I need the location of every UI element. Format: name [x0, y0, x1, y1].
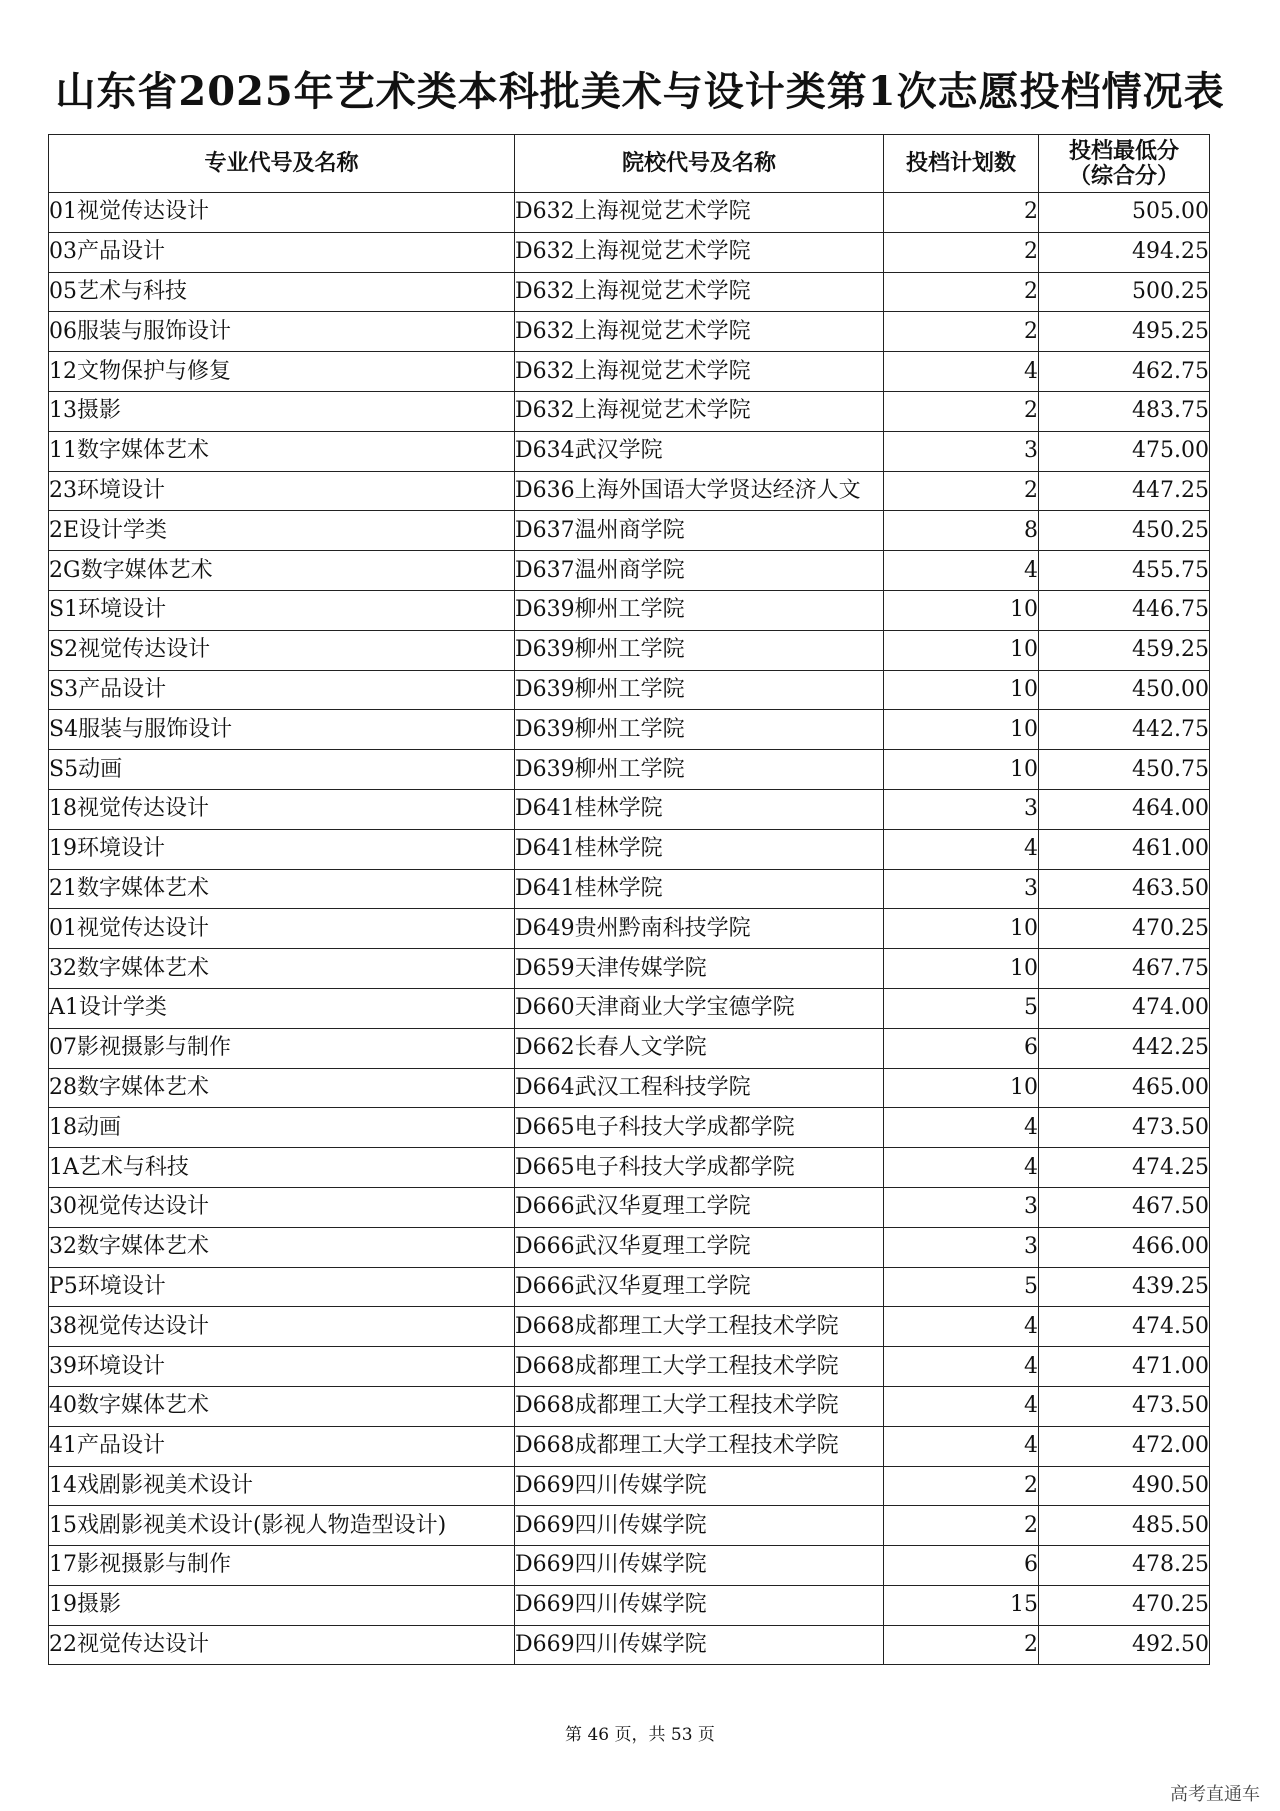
cell-plan: 10	[884, 909, 1039, 949]
cell-major: 2E设计学类	[49, 511, 515, 551]
table-row	[49, 1625, 1210, 1665]
table-row	[49, 352, 1210, 392]
cell-school: D660天津商业大学宝德学院	[515, 988, 884, 1028]
cell-score: 473.50	[1039, 1386, 1210, 1426]
cell-school: D639柳州工学院	[515, 670, 884, 710]
cell-score: 450.25	[1039, 511, 1210, 551]
table-row	[49, 551, 1210, 591]
cell-score: 467.50	[1039, 1187, 1210, 1227]
cell-plan: 2	[884, 272, 1039, 312]
cell-score: 500.25	[1039, 272, 1210, 312]
cell-school: D637温州商学院	[515, 511, 884, 551]
cell-school: D668成都理工大学工程技术学院	[515, 1426, 884, 1466]
cell-major: 18视觉传达设计	[49, 789, 515, 829]
table-row	[49, 431, 1210, 471]
cell-major: 40数字媒体艺术	[49, 1386, 515, 1426]
cell-major: S5动画	[49, 750, 515, 790]
table-row	[49, 909, 1210, 949]
table-row	[49, 232, 1210, 272]
table-row	[49, 869, 1210, 909]
cell-plan: 4	[884, 1347, 1039, 1387]
header-school: 院校代号及名称	[515, 135, 884, 193]
cell-school: D639柳州工学院	[515, 630, 884, 670]
table-body	[49, 193, 1210, 1665]
cell-plan: 4	[884, 551, 1039, 591]
cell-score: 474.25	[1039, 1148, 1210, 1188]
cell-plan: 3	[884, 1227, 1039, 1267]
cell-major: 1A艺术与科技	[49, 1148, 515, 1188]
table-row	[49, 829, 1210, 869]
cell-plan: 10	[884, 1068, 1039, 1108]
cell-plan: 4	[884, 1426, 1039, 1466]
cell-plan: 10	[884, 949, 1039, 989]
cell-plan: 2	[884, 391, 1039, 431]
table-row	[49, 1028, 1210, 1068]
cell-school: D639柳州工学院	[515, 590, 884, 630]
table-row	[49, 1426, 1210, 1466]
table-row	[49, 1267, 1210, 1307]
cell-major: 01视觉传达设计	[49, 909, 515, 949]
cell-major: 13摄影	[49, 391, 515, 431]
table-row	[49, 1386, 1210, 1426]
cell-plan: 10	[884, 710, 1039, 750]
cell-school: D669四川传媒学院	[515, 1625, 884, 1665]
cell-major: 07影视摄影与制作	[49, 1028, 515, 1068]
cell-score: 505.00	[1039, 193, 1210, 233]
cell-school: D634武汉学院	[515, 431, 884, 471]
cell-school: D669四川传媒学院	[515, 1546, 884, 1586]
cell-school: D668成都理工大学工程技术学院	[515, 1347, 884, 1387]
cell-major: 19环境设计	[49, 829, 515, 869]
cell-major: 32数字媒体艺术	[49, 949, 515, 989]
cell-score: 462.75	[1039, 352, 1210, 392]
cell-major: 30视觉传达设计	[49, 1187, 515, 1227]
cell-school: D632上海视觉艺术学院	[515, 312, 884, 352]
cell-major: S2视觉传达设计	[49, 630, 515, 670]
cell-major: 05艺术与科技	[49, 272, 515, 312]
table-row	[49, 391, 1210, 431]
cell-school: D669四川传媒学院	[515, 1506, 884, 1546]
watermark: 高考直通车	[1170, 1784, 1260, 1805]
cell-school: D632上海视觉艺术学院	[515, 193, 884, 233]
table-row	[49, 1148, 1210, 1188]
cell-major: 18动画	[49, 1108, 515, 1148]
cell-score: 494.25	[1039, 232, 1210, 272]
cell-score: 473.50	[1039, 1108, 1210, 1148]
table-row	[49, 949, 1210, 989]
cell-school: D666武汉华夏理工学院	[515, 1227, 884, 1267]
cell-plan: 2	[884, 193, 1039, 233]
table-row	[49, 789, 1210, 829]
cell-score: 490.50	[1039, 1466, 1210, 1506]
cell-school: D637温州商学院	[515, 551, 884, 591]
header-score-line1: 投档最低分	[1068, 137, 1179, 164]
cell-score: 450.75	[1039, 750, 1210, 790]
cell-plan: 10	[884, 630, 1039, 670]
cell-major: 03产品设计	[49, 232, 515, 272]
cell-score: 483.75	[1039, 391, 1210, 431]
cell-plan: 2	[884, 471, 1039, 511]
cell-plan: 2	[884, 1625, 1039, 1665]
cell-score: 466.00	[1039, 1227, 1210, 1267]
cell-school: D665电子科技大学成都学院	[515, 1108, 884, 1148]
cell-score: 446.75	[1039, 590, 1210, 630]
cell-school: D649贵州黔南科技学院	[515, 909, 884, 949]
table-row	[49, 1108, 1210, 1148]
cell-school: D632上海视觉艺术学院	[515, 272, 884, 312]
cell-major: S3产品设计	[49, 670, 515, 710]
cell-plan: 8	[884, 511, 1039, 551]
cell-school: D636上海外国语大学贤达经济人文	[515, 471, 884, 511]
cell-school: D665电子科技大学成都学院	[515, 1148, 884, 1188]
cell-major: 14戏剧影视美术设计	[49, 1466, 515, 1506]
cell-major: 17影视摄影与制作	[49, 1546, 515, 1586]
table-row	[49, 1307, 1210, 1347]
table-row	[49, 1585, 1210, 1625]
cell-score: 470.25	[1039, 909, 1210, 949]
cell-score: 474.00	[1039, 988, 1210, 1028]
cell-score: 485.50	[1039, 1506, 1210, 1546]
table-row	[49, 1227, 1210, 1267]
cell-major: 19摄影	[49, 1585, 515, 1625]
cell-score: 463.50	[1039, 869, 1210, 909]
cell-school: D639柳州工学院	[515, 750, 884, 790]
table-row	[49, 1068, 1210, 1108]
cell-major: 12文物保护与修复	[49, 352, 515, 392]
cell-plan: 4	[884, 352, 1039, 392]
cell-plan: 2	[884, 1466, 1039, 1506]
cell-plan: 4	[884, 1386, 1039, 1426]
cell-major: A1设计学类	[49, 988, 515, 1028]
cell-school: D666武汉华夏理工学院	[515, 1267, 884, 1307]
cell-major: P5环境设计	[49, 1267, 515, 1307]
table-row	[49, 272, 1210, 312]
table-row	[49, 670, 1210, 710]
cell-major: 28数字媒体艺术	[49, 1068, 515, 1108]
table-row	[49, 630, 1210, 670]
cell-plan: 2	[884, 312, 1039, 352]
cell-plan: 6	[884, 1546, 1039, 1586]
cell-score: 471.00	[1039, 1347, 1210, 1387]
cell-plan: 10	[884, 670, 1039, 710]
cell-plan: 4	[884, 1148, 1039, 1188]
cell-school: D641桂林学院	[515, 869, 884, 909]
cell-score: 455.75	[1039, 551, 1210, 591]
cell-score: 447.25	[1039, 471, 1210, 511]
admission-table	[48, 134, 1210, 1665]
cell-plan: 4	[884, 829, 1039, 869]
cell-score: 474.50	[1039, 1307, 1210, 1347]
table-row	[49, 590, 1210, 630]
cell-major: 06服装与服饰设计	[49, 312, 515, 352]
cell-school: D669四川传媒学院	[515, 1466, 884, 1506]
cell-school: D641桂林学院	[515, 829, 884, 869]
cell-major: 32数字媒体艺术	[49, 1227, 515, 1267]
cell-school: D632上海视觉艺术学院	[515, 232, 884, 272]
cell-major: 21数字媒体艺术	[49, 869, 515, 909]
cell-score: 478.25	[1039, 1546, 1210, 1586]
header-major: 专业代号及名称	[49, 135, 515, 193]
cell-major: 2G数字媒体艺术	[49, 551, 515, 591]
cell-plan: 10	[884, 590, 1039, 630]
cell-school: D664武汉工程科技学院	[515, 1068, 884, 1108]
cell-score: 439.25	[1039, 1267, 1210, 1307]
cell-school: D662长春人文学院	[515, 1028, 884, 1068]
cell-school: D666武汉华夏理工学院	[515, 1187, 884, 1227]
cell-major: 15戏剧影视美术设计(影视人物造型设计)	[49, 1506, 515, 1546]
cell-major: S1环境设计	[49, 590, 515, 630]
cell-plan: 3	[884, 1187, 1039, 1227]
page-title: 山东省2025年艺术类本科批美术与设计类第1次志愿投档情况表	[55, 68, 1225, 115]
cell-major: 23环境设计	[49, 471, 515, 511]
table-row	[49, 710, 1210, 750]
cell-major: 38视觉传达设计	[49, 1307, 515, 1347]
page-footer: 第 46 页，共 53 页	[565, 1725, 715, 1745]
cell-major: 01视觉传达设计	[49, 193, 515, 233]
cell-school: D659天津传媒学院	[515, 949, 884, 989]
cell-school: D668成都理工大学工程技术学院	[515, 1307, 884, 1347]
cell-school: D668成都理工大学工程技术学院	[515, 1386, 884, 1426]
cell-score: 459.25	[1039, 630, 1210, 670]
cell-major: 11数字媒体艺术	[49, 431, 515, 471]
table-row	[49, 511, 1210, 551]
cell-school: D632上海视觉艺术学院	[515, 352, 884, 392]
table-row	[49, 1546, 1210, 1586]
cell-plan: 4	[884, 1108, 1039, 1148]
cell-plan: 3	[884, 789, 1039, 829]
header-plan: 投档计划数	[884, 135, 1039, 193]
table-row	[49, 1187, 1210, 1227]
cell-school: D641桂林学院	[515, 789, 884, 829]
cell-score: 470.25	[1039, 1585, 1210, 1625]
table-row	[49, 1466, 1210, 1506]
cell-plan: 5	[884, 1267, 1039, 1307]
cell-school: D632上海视觉艺术学院	[515, 391, 884, 431]
cell-score: 461.00	[1039, 829, 1210, 869]
cell-major: 41产品设计	[49, 1426, 515, 1466]
table-row	[49, 750, 1210, 790]
cell-plan: 4	[884, 1307, 1039, 1347]
cell-plan: 10	[884, 750, 1039, 790]
cell-major: 22视觉传达设计	[49, 1625, 515, 1665]
table-row	[49, 1347, 1210, 1387]
table-row	[49, 988, 1210, 1028]
cell-score: 492.50	[1039, 1625, 1210, 1665]
header-score-line2: （综合分）	[1068, 162, 1179, 189]
header-score	[1039, 135, 1210, 193]
table-row	[49, 1506, 1210, 1546]
table-row	[49, 471, 1210, 511]
table-row	[49, 312, 1210, 352]
cell-score: 464.00	[1039, 789, 1210, 829]
cell-major: 39环境设计	[49, 1347, 515, 1387]
cell-plan: 3	[884, 869, 1039, 909]
cell-major: S4服装与服饰设计	[49, 710, 515, 750]
cell-score: 472.00	[1039, 1426, 1210, 1466]
table-row	[49, 193, 1210, 233]
cell-plan: 6	[884, 1028, 1039, 1068]
table-header-row	[49, 135, 1210, 193]
cell-plan: 5	[884, 988, 1039, 1028]
cell-plan: 2	[884, 232, 1039, 272]
cell-plan: 3	[884, 431, 1039, 471]
cell-plan: 15	[884, 1585, 1039, 1625]
cell-school: D669四川传媒学院	[515, 1585, 884, 1625]
cell-plan: 2	[884, 1506, 1039, 1546]
cell-score: 442.75	[1039, 710, 1210, 750]
cell-score: 495.25	[1039, 312, 1210, 352]
cell-score: 475.00	[1039, 431, 1210, 471]
cell-score: 467.75	[1039, 949, 1210, 989]
cell-score: 442.25	[1039, 1028, 1210, 1068]
cell-school: D639柳州工学院	[515, 710, 884, 750]
cell-score: 450.00	[1039, 670, 1210, 710]
cell-score: 465.00	[1039, 1068, 1210, 1108]
